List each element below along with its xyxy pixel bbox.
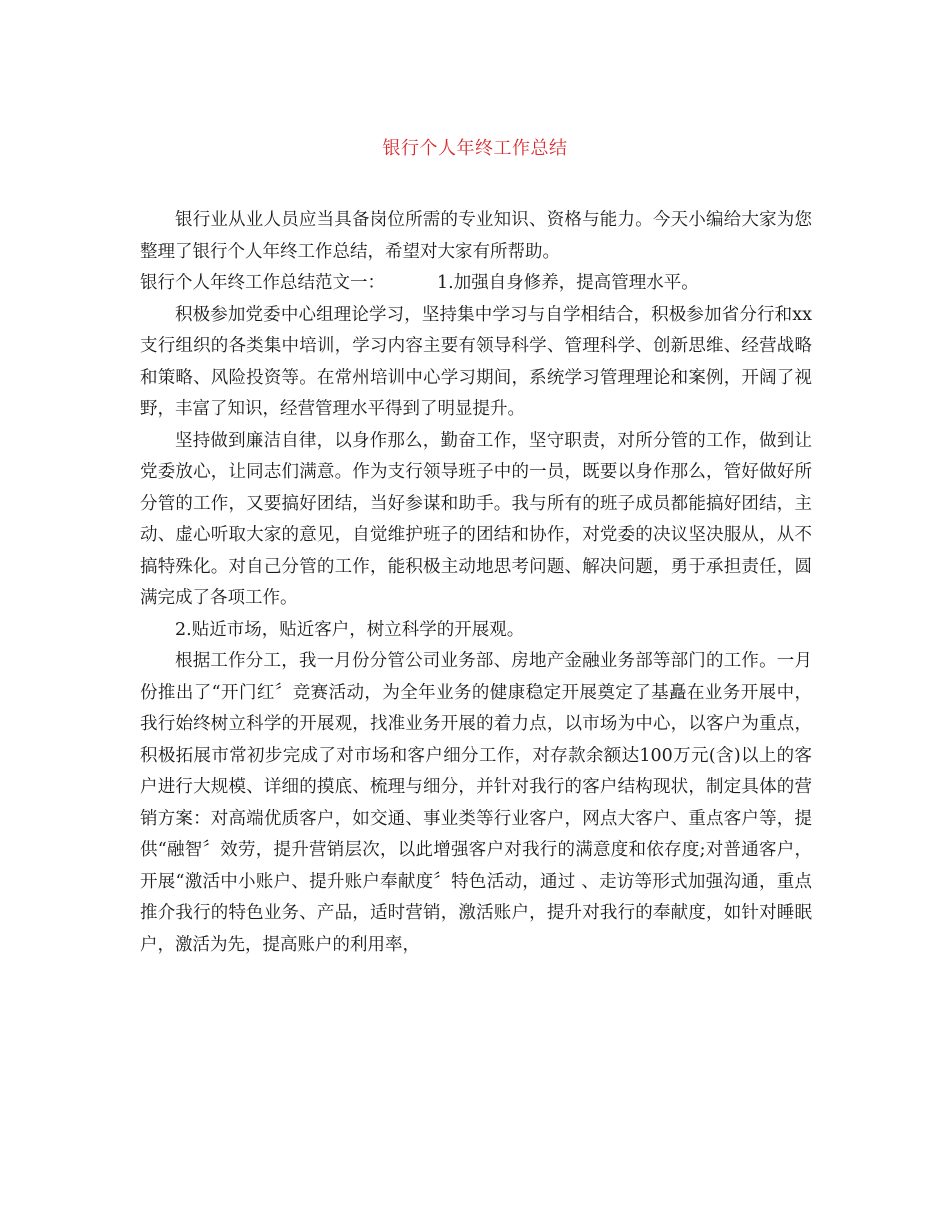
- paragraph-discipline: 坚持做到廉洁自律，以身作那么，勤奋工作，坚守职责，对所分管的工作，做到让党委放心，让同志们满意。作为支行领导班子中的一员，既要以身作那么，管好做好所分管的工作，又要搞好团结，当好参谋和助手。我与所有的班子成员都能搞好团结，主动、虚心听取大家的意见，自觉维护班子的团结和协作，对党委的决议坚决服从，从不搞特殊化。对自己分管的工作，能积极主动地思考问题、解决问题，勇于承担责任，圆满完成了各项工作。: [140, 430, 812, 608]
- point1-heading: 1.加强自身修养，提高管理水平。: [437, 273, 699, 293]
- section-line: [140, 268, 812, 300]
- point2-heading: 2.贴近市场，贴近客户，树立科学的开展观。: [175, 619, 525, 640]
- paragraph-study: 积极参加党委中心组理论学习，坚持集中学习与自学相结合，积极参加省分行和xx支行组织的各类集中培训，学习内容主要有领导科学、管理科学、创新思维、经营战略和策略、风险投资等。在常州培训中心学习期间，系统学习管理理论和案例，开阔了视野，丰富了知识，经营管理水平得到了明显提升。: [140, 304, 812, 419]
- document-title: 银行个人年终工作总结: [382, 138, 568, 159]
- paragraph-market: 根据工作分工，我一月份分管公司业务部、房地产金融业务部等部门的工作。一月份推出了“开门红〞竞赛活动，为全年业务的健康稳定开展奠定了基矗在业务开展中，我行始终树立科学的开展观，找准业务开展的着力点，以市场为中心，以客户为重点，积极拓展市常初步完成了对市场和客户细分工作，对存款余额达100万元(含)以上的客户进行大规模、详细的摸底、梳理与细分，并针对我行的客户结构现状，制定具体的营销方案：对高端优质客户，如交通、事业类等行业客户，网点大客户、重点客户等，提供“融智〞效劳，提升营销层次，以此增强客户对我行的满意度和依存度;对普通客户，开展“激活中小账户、提升账户奉献度〞特色活动，通过 、走访等形式加强沟通，重点推介我行的特色业务、产品，适时营销，激活账户，提升对我行的奉献度，如针对睡眠户，激活为先，提高账户的利用率，: [140, 651, 812, 955]
- intro-paragraph: 银行业从业人员应当具备岗位所需的专业知识、资格与能力。今天小编给大家为您整理了银行个人年终工作总结，希望对大家有所帮助。: [140, 210, 812, 262]
- document-body: [140, 205, 812, 961]
- section-label: 银行个人年终工作总结范文一：: [140, 273, 385, 293]
